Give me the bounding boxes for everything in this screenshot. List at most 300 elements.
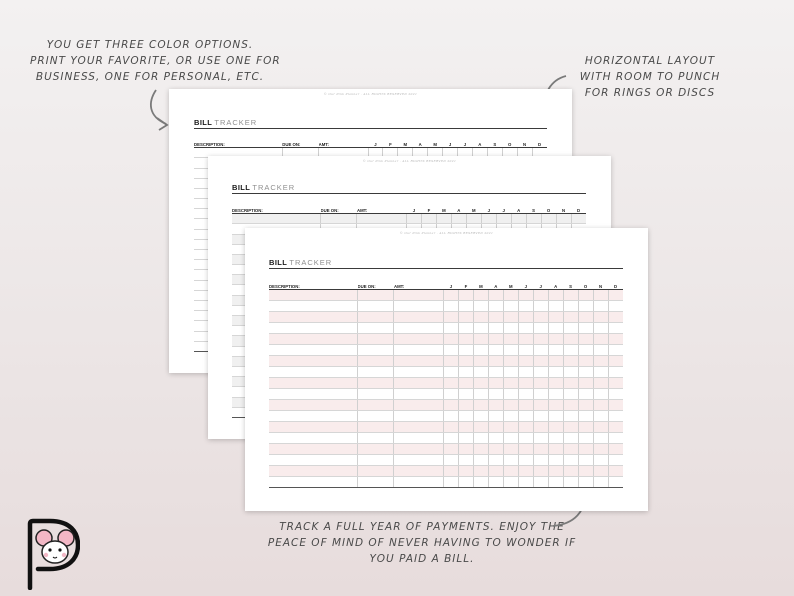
table-cell[interactable] bbox=[503, 366, 518, 377]
table-cell[interactable] bbox=[593, 333, 608, 344]
table-cell[interactable] bbox=[533, 322, 548, 333]
table-cell[interactable] bbox=[518, 388, 533, 399]
table-cell[interactable] bbox=[473, 344, 488, 355]
table-cell[interactable] bbox=[593, 465, 608, 476]
table-cell[interactable] bbox=[548, 443, 563, 454]
table-cell[interactable] bbox=[578, 421, 593, 432]
month-header: J bbox=[407, 204, 422, 214]
table-cell[interactable] bbox=[608, 421, 623, 432]
table-cell[interactable] bbox=[444, 454, 459, 465]
table-cell[interactable] bbox=[444, 476, 459, 487]
table-cell[interactable] bbox=[496, 214, 511, 224]
table-cell[interactable] bbox=[451, 214, 466, 224]
table-cell[interactable] bbox=[578, 443, 593, 454]
table-cell[interactable] bbox=[593, 300, 608, 311]
table-cell[interactable] bbox=[473, 421, 488, 432]
table-cell[interactable] bbox=[358, 311, 394, 322]
table-cell[interactable] bbox=[357, 214, 407, 224]
table-cell[interactable] bbox=[488, 443, 503, 454]
table-cell[interactable] bbox=[518, 465, 533, 476]
table-cell[interactable] bbox=[533, 377, 548, 388]
table-cell[interactable] bbox=[394, 377, 444, 388]
month-header: M bbox=[473, 279, 488, 289]
table-cell[interactable] bbox=[394, 311, 444, 322]
table-cell[interactable] bbox=[518, 311, 533, 322]
title-bold: BILL bbox=[269, 258, 288, 267]
table-cell[interactable] bbox=[394, 344, 444, 355]
table-cell[interactable] bbox=[458, 333, 473, 344]
table-cell[interactable] bbox=[458, 322, 473, 333]
table-cell[interactable] bbox=[608, 377, 623, 388]
table-cell[interactable] bbox=[608, 399, 623, 410]
table-cell[interactable] bbox=[458, 465, 473, 476]
table-cell[interactable] bbox=[503, 322, 518, 333]
table-cell[interactable] bbox=[503, 377, 518, 388]
table-cell[interactable] bbox=[473, 465, 488, 476]
table-cell[interactable] bbox=[444, 432, 459, 443]
table-cell[interactable] bbox=[503, 333, 518, 344]
table-cell[interactable] bbox=[533, 355, 548, 366]
table-cell[interactable] bbox=[458, 399, 473, 410]
table-cell[interactable] bbox=[503, 454, 518, 465]
table-cell[interactable] bbox=[593, 421, 608, 432]
table-cell[interactable] bbox=[473, 443, 488, 454]
table-cell[interactable] bbox=[473, 432, 488, 443]
table-cell[interactable] bbox=[578, 355, 593, 366]
table-cell[interactable] bbox=[533, 366, 548, 377]
table-cell[interactable] bbox=[578, 289, 593, 300]
table-cell[interactable] bbox=[458, 388, 473, 399]
table-cell[interactable] bbox=[533, 399, 548, 410]
sheet-title bbox=[269, 258, 623, 269]
table-cell[interactable] bbox=[548, 333, 563, 344]
table-cell[interactable] bbox=[269, 443, 358, 454]
table-cell[interactable] bbox=[578, 333, 593, 344]
table-cell[interactable] bbox=[563, 355, 578, 366]
table-cell[interactable] bbox=[358, 476, 394, 487]
table-cell[interactable] bbox=[444, 289, 459, 300]
table-cell[interactable] bbox=[458, 410, 473, 421]
table-cell[interactable] bbox=[321, 214, 357, 224]
table-cell[interactable] bbox=[548, 399, 563, 410]
table-cell[interactable] bbox=[394, 289, 444, 300]
table-cell[interactable] bbox=[488, 300, 503, 311]
table-cell[interactable] bbox=[563, 366, 578, 377]
table-cell[interactable] bbox=[578, 410, 593, 421]
table-cell[interactable] bbox=[526, 214, 541, 224]
table-cell[interactable] bbox=[548, 311, 563, 322]
table-cell[interactable] bbox=[548, 476, 563, 487]
table-cell[interactable] bbox=[578, 465, 593, 476]
table-cell[interactable] bbox=[394, 454, 444, 465]
table-cell[interactable] bbox=[473, 311, 488, 322]
table-cell[interactable] bbox=[473, 300, 488, 311]
table-cell[interactable] bbox=[358, 366, 394, 377]
table-cell[interactable] bbox=[269, 410, 358, 421]
table-cell[interactable] bbox=[358, 377, 394, 388]
table-cell[interactable] bbox=[518, 377, 533, 388]
table-cell[interactable] bbox=[608, 432, 623, 443]
table-cell[interactable] bbox=[518, 333, 533, 344]
table-cell[interactable] bbox=[358, 399, 394, 410]
table-cell[interactable] bbox=[269, 300, 358, 311]
table-cell[interactable] bbox=[608, 443, 623, 454]
table-cell[interactable] bbox=[593, 322, 608, 333]
table-cell[interactable] bbox=[394, 366, 444, 377]
table-cell[interactable] bbox=[473, 476, 488, 487]
table-cell[interactable] bbox=[563, 421, 578, 432]
month-header: N bbox=[593, 279, 608, 289]
table-cell[interactable] bbox=[466, 214, 481, 224]
table-cell[interactable] bbox=[548, 377, 563, 388]
table-cell[interactable] bbox=[358, 322, 394, 333]
table-cell[interactable] bbox=[608, 410, 623, 421]
table-cell[interactable] bbox=[593, 410, 608, 421]
table-cell[interactable] bbox=[488, 311, 503, 322]
table-cell[interactable] bbox=[232, 214, 321, 224]
table-cell[interactable] bbox=[503, 432, 518, 443]
table-cell[interactable] bbox=[358, 388, 394, 399]
table-cell[interactable] bbox=[488, 399, 503, 410]
table-cell[interactable] bbox=[458, 311, 473, 322]
table-cell[interactable] bbox=[358, 410, 394, 421]
table-cell[interactable] bbox=[541, 214, 556, 224]
table-cell[interactable] bbox=[548, 410, 563, 421]
table-cell[interactable] bbox=[358, 465, 394, 476]
table-cell[interactable] bbox=[458, 366, 473, 377]
table-cell[interactable] bbox=[608, 476, 623, 487]
callout-line: HORIZONTAL LAYOUT bbox=[584, 55, 716, 67]
table-cell[interactable] bbox=[503, 388, 518, 399]
table-cell[interactable] bbox=[511, 214, 526, 224]
table-cell[interactable] bbox=[394, 333, 444, 344]
table-cell[interactable] bbox=[518, 355, 533, 366]
table-cell[interactable] bbox=[488, 388, 503, 399]
table-cell[interactable] bbox=[444, 421, 459, 432]
table-cell[interactable] bbox=[444, 311, 459, 322]
table-cell[interactable] bbox=[394, 465, 444, 476]
table-cell[interactable] bbox=[488, 432, 503, 443]
table-cell[interactable] bbox=[548, 300, 563, 311]
table-cell[interactable] bbox=[458, 421, 473, 432]
table-cell[interactable] bbox=[503, 410, 518, 421]
table-cell[interactable] bbox=[608, 289, 623, 300]
table-cell[interactable] bbox=[578, 344, 593, 355]
table-cell[interactable] bbox=[421, 214, 436, 224]
table-cell[interactable] bbox=[563, 300, 578, 311]
table-cell[interactable] bbox=[436, 214, 451, 224]
table-cell[interactable] bbox=[458, 454, 473, 465]
table-cell[interactable] bbox=[269, 366, 358, 377]
table-cell[interactable] bbox=[563, 476, 578, 487]
table-cell[interactable] bbox=[488, 454, 503, 465]
table-cell[interactable] bbox=[593, 432, 608, 443]
table-cell[interactable] bbox=[578, 311, 593, 322]
table-cell[interactable] bbox=[578, 399, 593, 410]
table-cell[interactable] bbox=[358, 300, 394, 311]
table-cell[interactable] bbox=[269, 454, 358, 465]
table-cell[interactable] bbox=[518, 344, 533, 355]
table-cell[interactable] bbox=[444, 410, 459, 421]
table-cell[interactable] bbox=[444, 322, 459, 333]
table-cell[interactable] bbox=[608, 366, 623, 377]
table-cell[interactable] bbox=[394, 432, 444, 443]
table-cell[interactable] bbox=[518, 454, 533, 465]
table-cell[interactable] bbox=[269, 377, 358, 388]
table-cell[interactable] bbox=[269, 311, 358, 322]
table-cell[interactable] bbox=[473, 388, 488, 399]
table-cell[interactable] bbox=[488, 377, 503, 388]
table-cell[interactable] bbox=[578, 366, 593, 377]
table-cell[interactable] bbox=[473, 322, 488, 333]
table-cell[interactable] bbox=[473, 355, 488, 366]
table-cell[interactable] bbox=[444, 344, 459, 355]
table-cell[interactable] bbox=[563, 399, 578, 410]
table-cell[interactable] bbox=[563, 443, 578, 454]
table-cell[interactable] bbox=[518, 476, 533, 487]
month-header: J bbox=[457, 138, 472, 148]
table-cell[interactable] bbox=[563, 377, 578, 388]
table-cell[interactable] bbox=[269, 421, 358, 432]
table-cell[interactable] bbox=[593, 377, 608, 388]
table-cell[interactable] bbox=[563, 432, 578, 443]
table-cell[interactable] bbox=[548, 289, 563, 300]
table-cell[interactable] bbox=[488, 421, 503, 432]
table-cell[interactable] bbox=[358, 344, 394, 355]
table-cell[interactable] bbox=[518, 432, 533, 443]
table-cell[interactable] bbox=[548, 366, 563, 377]
table-cell[interactable] bbox=[563, 454, 578, 465]
table-cell[interactable] bbox=[593, 476, 608, 487]
table-cell[interactable] bbox=[269, 465, 358, 476]
table-cell[interactable] bbox=[533, 333, 548, 344]
table-cell[interactable] bbox=[488, 410, 503, 421]
table-cell[interactable] bbox=[533, 421, 548, 432]
table-cell[interactable] bbox=[578, 388, 593, 399]
month-header: J bbox=[533, 279, 548, 289]
table-cell[interactable] bbox=[458, 300, 473, 311]
table-cell[interactable] bbox=[444, 399, 459, 410]
table-cell[interactable] bbox=[458, 355, 473, 366]
table-cell[interactable] bbox=[394, 399, 444, 410]
table-cell[interactable] bbox=[488, 355, 503, 366]
table-cell[interactable] bbox=[488, 344, 503, 355]
table-cell[interactable] bbox=[608, 300, 623, 311]
table-cell[interactable] bbox=[503, 355, 518, 366]
table-cell[interactable] bbox=[593, 344, 608, 355]
table-cell[interactable] bbox=[269, 355, 358, 366]
table-cell[interactable] bbox=[608, 355, 623, 366]
table-cell[interactable] bbox=[556, 214, 571, 224]
table-cell[interactable] bbox=[444, 333, 459, 344]
table-cell[interactable] bbox=[518, 443, 533, 454]
table-cell[interactable] bbox=[563, 311, 578, 322]
table-cell[interactable] bbox=[533, 344, 548, 355]
bill-table bbox=[269, 279, 623, 488]
table-cell[interactable] bbox=[394, 322, 444, 333]
table-cell[interactable] bbox=[473, 454, 488, 465]
table-cell[interactable] bbox=[608, 333, 623, 344]
table-cell[interactable] bbox=[518, 410, 533, 421]
table-cell[interactable] bbox=[578, 300, 593, 311]
table-cell[interactable] bbox=[548, 465, 563, 476]
table-cell[interactable] bbox=[533, 388, 548, 399]
month-header: M bbox=[428, 138, 443, 148]
table-cell[interactable] bbox=[269, 322, 358, 333]
table-cell[interactable] bbox=[563, 289, 578, 300]
table-cell[interactable] bbox=[503, 476, 518, 487]
table-cell[interactable] bbox=[533, 454, 548, 465]
table-cell[interactable] bbox=[518, 399, 533, 410]
table-cell[interactable] bbox=[488, 333, 503, 344]
table-cell[interactable] bbox=[358, 289, 394, 300]
table-cell[interactable] bbox=[358, 355, 394, 366]
table-cell[interactable] bbox=[269, 289, 358, 300]
table-cell[interactable] bbox=[394, 476, 444, 487]
table-row bbox=[269, 344, 623, 355]
table-cell[interactable] bbox=[593, 366, 608, 377]
table-cell[interactable] bbox=[533, 476, 548, 487]
table-cell[interactable] bbox=[488, 465, 503, 476]
table-cell[interactable] bbox=[444, 355, 459, 366]
table-cell[interactable] bbox=[593, 388, 608, 399]
table-cell[interactable] bbox=[481, 214, 496, 224]
table-cell[interactable] bbox=[394, 410, 444, 421]
month-header: M bbox=[398, 138, 413, 148]
table-cell[interactable] bbox=[578, 432, 593, 443]
table-cell[interactable] bbox=[518, 289, 533, 300]
table-cell[interactable] bbox=[458, 476, 473, 487]
table-cell[interactable] bbox=[503, 289, 518, 300]
table-cell[interactable] bbox=[548, 454, 563, 465]
table-cell[interactable] bbox=[608, 454, 623, 465]
table-cell[interactable] bbox=[269, 388, 358, 399]
table-cell[interactable] bbox=[444, 465, 459, 476]
table-cell[interactable] bbox=[458, 377, 473, 388]
table-cell[interactable] bbox=[578, 454, 593, 465]
table-cell[interactable] bbox=[593, 355, 608, 366]
table-cell[interactable] bbox=[578, 377, 593, 388]
table-cell[interactable] bbox=[563, 388, 578, 399]
table-cell[interactable] bbox=[473, 366, 488, 377]
table-cell[interactable] bbox=[578, 476, 593, 487]
table-cell[interactable] bbox=[518, 421, 533, 432]
table-cell[interactable] bbox=[571, 214, 586, 224]
table-cell[interactable] bbox=[548, 388, 563, 399]
table-cell[interactable] bbox=[394, 388, 444, 399]
table-cell[interactable] bbox=[269, 399, 358, 410]
table-cell[interactable] bbox=[503, 465, 518, 476]
table-cell[interactable] bbox=[608, 311, 623, 322]
table-cell[interactable] bbox=[563, 410, 578, 421]
table-cell[interactable] bbox=[473, 410, 488, 421]
table-cell[interactable] bbox=[458, 432, 473, 443]
table-cell[interactable] bbox=[593, 311, 608, 322]
table-cell[interactable] bbox=[473, 399, 488, 410]
table-cell[interactable] bbox=[488, 289, 503, 300]
table-cell[interactable] bbox=[533, 289, 548, 300]
table-cell[interactable] bbox=[488, 476, 503, 487]
table-cell[interactable] bbox=[548, 322, 563, 333]
table-cell[interactable] bbox=[358, 443, 394, 454]
table-cell[interactable] bbox=[444, 377, 459, 388]
table-cell[interactable] bbox=[593, 289, 608, 300]
table-cell[interactable] bbox=[533, 311, 548, 322]
table-cell[interactable] bbox=[394, 300, 444, 311]
table-cell[interactable] bbox=[473, 289, 488, 300]
table-cell[interactable] bbox=[503, 443, 518, 454]
table-cell[interactable] bbox=[394, 421, 444, 432]
table-cell[interactable] bbox=[444, 366, 459, 377]
table-cell[interactable] bbox=[518, 322, 533, 333]
table-cell[interactable] bbox=[358, 421, 394, 432]
table-cell[interactable] bbox=[503, 300, 518, 311]
table-cell[interactable] bbox=[608, 322, 623, 333]
table-cell[interactable] bbox=[593, 399, 608, 410]
table-cell[interactable] bbox=[503, 311, 518, 322]
callout-line: TRACK A FULL YEAR OF PAYMENTS. ENJOY THE bbox=[279, 521, 565, 533]
table-cell[interactable] bbox=[458, 344, 473, 355]
table-cell[interactable] bbox=[593, 454, 608, 465]
table-cell[interactable] bbox=[458, 289, 473, 300]
table-cell[interactable] bbox=[358, 432, 394, 443]
table-cell[interactable] bbox=[394, 355, 444, 366]
table-cell[interactable] bbox=[548, 432, 563, 443]
table-cell[interactable] bbox=[458, 443, 473, 454]
table-cell[interactable] bbox=[563, 322, 578, 333]
table-cell[interactable] bbox=[269, 476, 358, 487]
table-cell[interactable] bbox=[563, 344, 578, 355]
table-cell[interactable] bbox=[269, 333, 358, 344]
table-cell[interactable] bbox=[503, 421, 518, 432]
table-cell[interactable] bbox=[444, 388, 459, 399]
table-cell[interactable] bbox=[473, 333, 488, 344]
table-cell[interactable] bbox=[518, 300, 533, 311]
table-cell[interactable] bbox=[488, 366, 503, 377]
table-cell[interactable] bbox=[578, 322, 593, 333]
table-cell[interactable] bbox=[394, 443, 444, 454]
table-cell[interactable] bbox=[503, 344, 518, 355]
table-cell[interactable] bbox=[608, 344, 623, 355]
table-cell[interactable] bbox=[488, 322, 503, 333]
table-cell[interactable] bbox=[593, 443, 608, 454]
table-cell[interactable] bbox=[533, 443, 548, 454]
table-cell[interactable] bbox=[269, 344, 358, 355]
table-row bbox=[269, 432, 623, 443]
month-header: A bbox=[548, 279, 563, 289]
table-cell[interactable] bbox=[608, 465, 623, 476]
table-cell[interactable] bbox=[533, 410, 548, 421]
table-cell[interactable] bbox=[444, 443, 459, 454]
table-cell[interactable] bbox=[358, 333, 394, 344]
table-cell[interactable] bbox=[548, 421, 563, 432]
table-cell[interactable] bbox=[548, 344, 563, 355]
table-cell[interactable] bbox=[473, 377, 488, 388]
table-cell[interactable] bbox=[269, 432, 358, 443]
table-cell[interactable] bbox=[548, 355, 563, 366]
table-cell[interactable] bbox=[533, 300, 548, 311]
table-cell[interactable] bbox=[533, 432, 548, 443]
table-cell[interactable] bbox=[563, 333, 578, 344]
table-cell[interactable] bbox=[358, 454, 394, 465]
table-cell[interactable] bbox=[407, 214, 422, 224]
table-cell[interactable] bbox=[444, 300, 459, 311]
table-cell[interactable] bbox=[563, 465, 578, 476]
table-cell[interactable] bbox=[608, 388, 623, 399]
table-cell[interactable] bbox=[518, 366, 533, 377]
table-cell[interactable] bbox=[533, 465, 548, 476]
table-cell[interactable] bbox=[503, 399, 518, 410]
